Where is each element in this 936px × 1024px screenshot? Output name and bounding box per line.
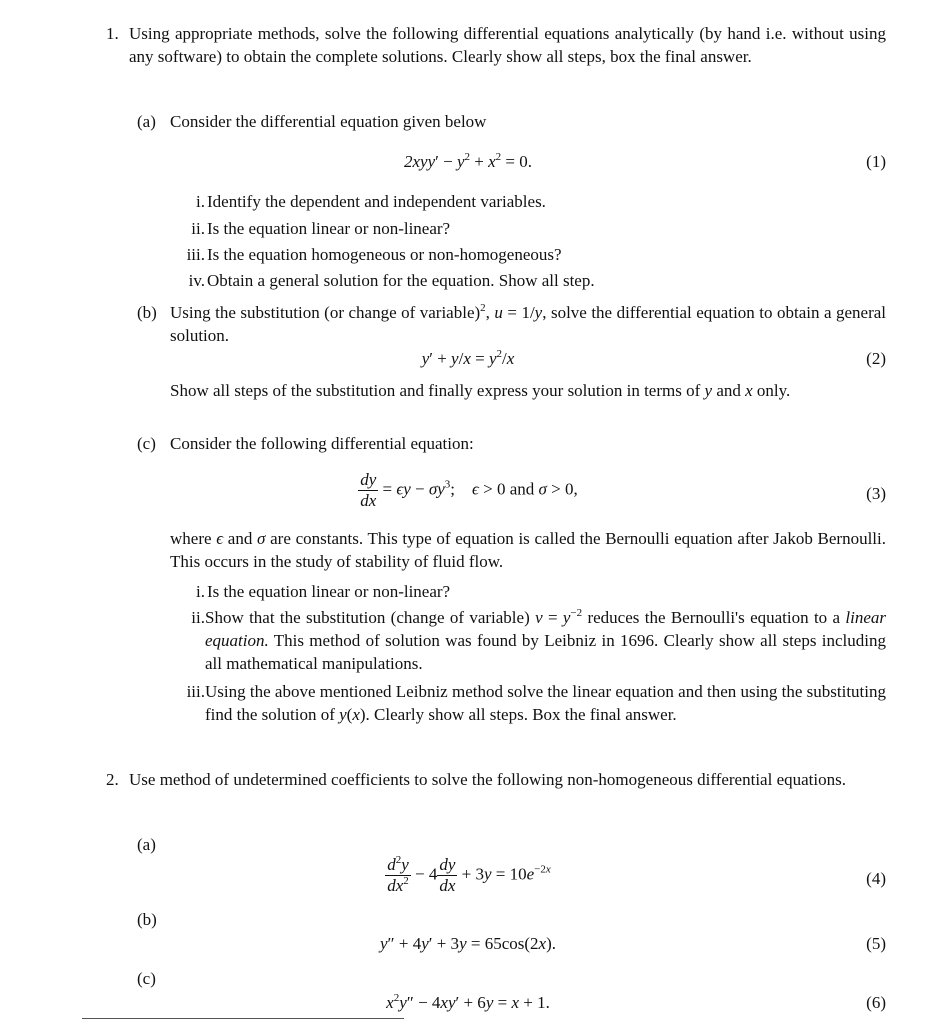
question-2-intro: Use method of undetermined coefficients to solve the following non-homogeneous differential equations. xyxy=(129,770,846,789)
q1b-show-text: Show all steps of the substitution and finally express your solution in terms of y and x only. xyxy=(170,381,791,400)
q1a-text: Consider the differential equation given below xyxy=(170,112,487,131)
question-1-intro: Using appropriate methods, solve the following differential equations analytically (by hand i.e. without using any software) to obtain the complete solutions. Clearly show all steps, box the final answer. xyxy=(129,24,886,66)
equation-4: $\frac{d^2y}{dx^2}$ − 4 $\frac{dy}{dx}$ + $3y = 10e^{-2x}$ xyxy=(387,854,551,895)
equation-5-number: (5) xyxy=(866,934,886,953)
equation-5: y″ + 4y′ + 3y = 65cos(2x). xyxy=(379,934,556,953)
q2a-label: (a) xyxy=(137,835,156,854)
equation-6: $x^2y'' - 4xy' + 6y = x + 1$. xyxy=(386,992,550,1012)
q1c-text: Consider the following differential equation: xyxy=(170,434,474,453)
q1c-item-i-text: Is the equation linear or non-linear? xyxy=(207,582,451,601)
equation-2: $y' + y/x = y^2/x$ xyxy=(421,348,515,368)
equation-4-number: (4) xyxy=(866,869,886,888)
q2c-label: (c) xyxy=(137,969,156,988)
q1a-label: (a) xyxy=(137,112,156,131)
q1a-item-iv-text: Obtain a general solution for the equation. Show all step. xyxy=(207,271,595,290)
q1a-item-ii-text: Is the equation linear or non-linear? xyxy=(207,219,451,238)
q1a-item-iii-label: iii. xyxy=(186,245,205,264)
q1c-item-i-label: i. xyxy=(196,582,205,601)
q1c-item-iii-label: iii. xyxy=(186,682,205,701)
equation-1: $2xyy' - y^2 + x^2 = 0$. xyxy=(404,151,532,171)
q1c-label: (c) xyxy=(137,434,156,453)
footnote-rule xyxy=(82,1018,404,1019)
q1c-item-iii-text: Using the above mentioned Leibniz method solve the linear equation and then using the substituting find the solution of y(x). Clearly show all steps. Box the final answer. xyxy=(205,682,886,724)
equation-3: $\frac{dy}{dx}$ = $\epsilon y - \sigma y^3$; ϵ > 0 and σ > 0, xyxy=(360,470,578,510)
q1a-item-iv-label: iv. xyxy=(188,271,205,290)
q1a-item-iii-text: Is the equation homogeneous or non-homogeneous? xyxy=(207,245,562,264)
equation-2-number: (2) xyxy=(866,349,886,368)
question-1-number: 1. xyxy=(106,24,119,43)
equation-6-number: (6) xyxy=(866,993,886,1012)
question-2-number: 2. xyxy=(106,770,119,789)
q1b-label: (b) xyxy=(137,303,157,322)
q1b-text: Using the substitution (or change of variable)$^2$, u = 1/y, solve the differential equation to obtain a general solution. xyxy=(170,302,886,345)
q2b-label: (b) xyxy=(137,910,157,929)
equation-3-number: (3) xyxy=(866,484,886,503)
q1c-item-ii-text: Show that the substitution (change of variable) $v = y^{-2}$ reduces the Bernoulli's equation to a linear equation. This method of solution was found by Leibniz in 1696. Clearly show all steps including all mathematical manipulations. xyxy=(205,607,886,673)
q1a-item-i-text: Identify the dependent and independent variables. xyxy=(207,192,546,211)
q1a-item-ii-label: ii. xyxy=(191,219,205,238)
q1c-where-text: where ϵ and σ are constants. This type of equation is called the Bernoulli equation after Jakob Bernoulli. This occurs in the study of stability of fluid flow. xyxy=(170,529,887,571)
q1a-item-i-label: i. xyxy=(196,192,205,211)
equation-1-number: (1) xyxy=(866,152,886,171)
q1c-item-ii-label: ii. xyxy=(191,608,205,627)
